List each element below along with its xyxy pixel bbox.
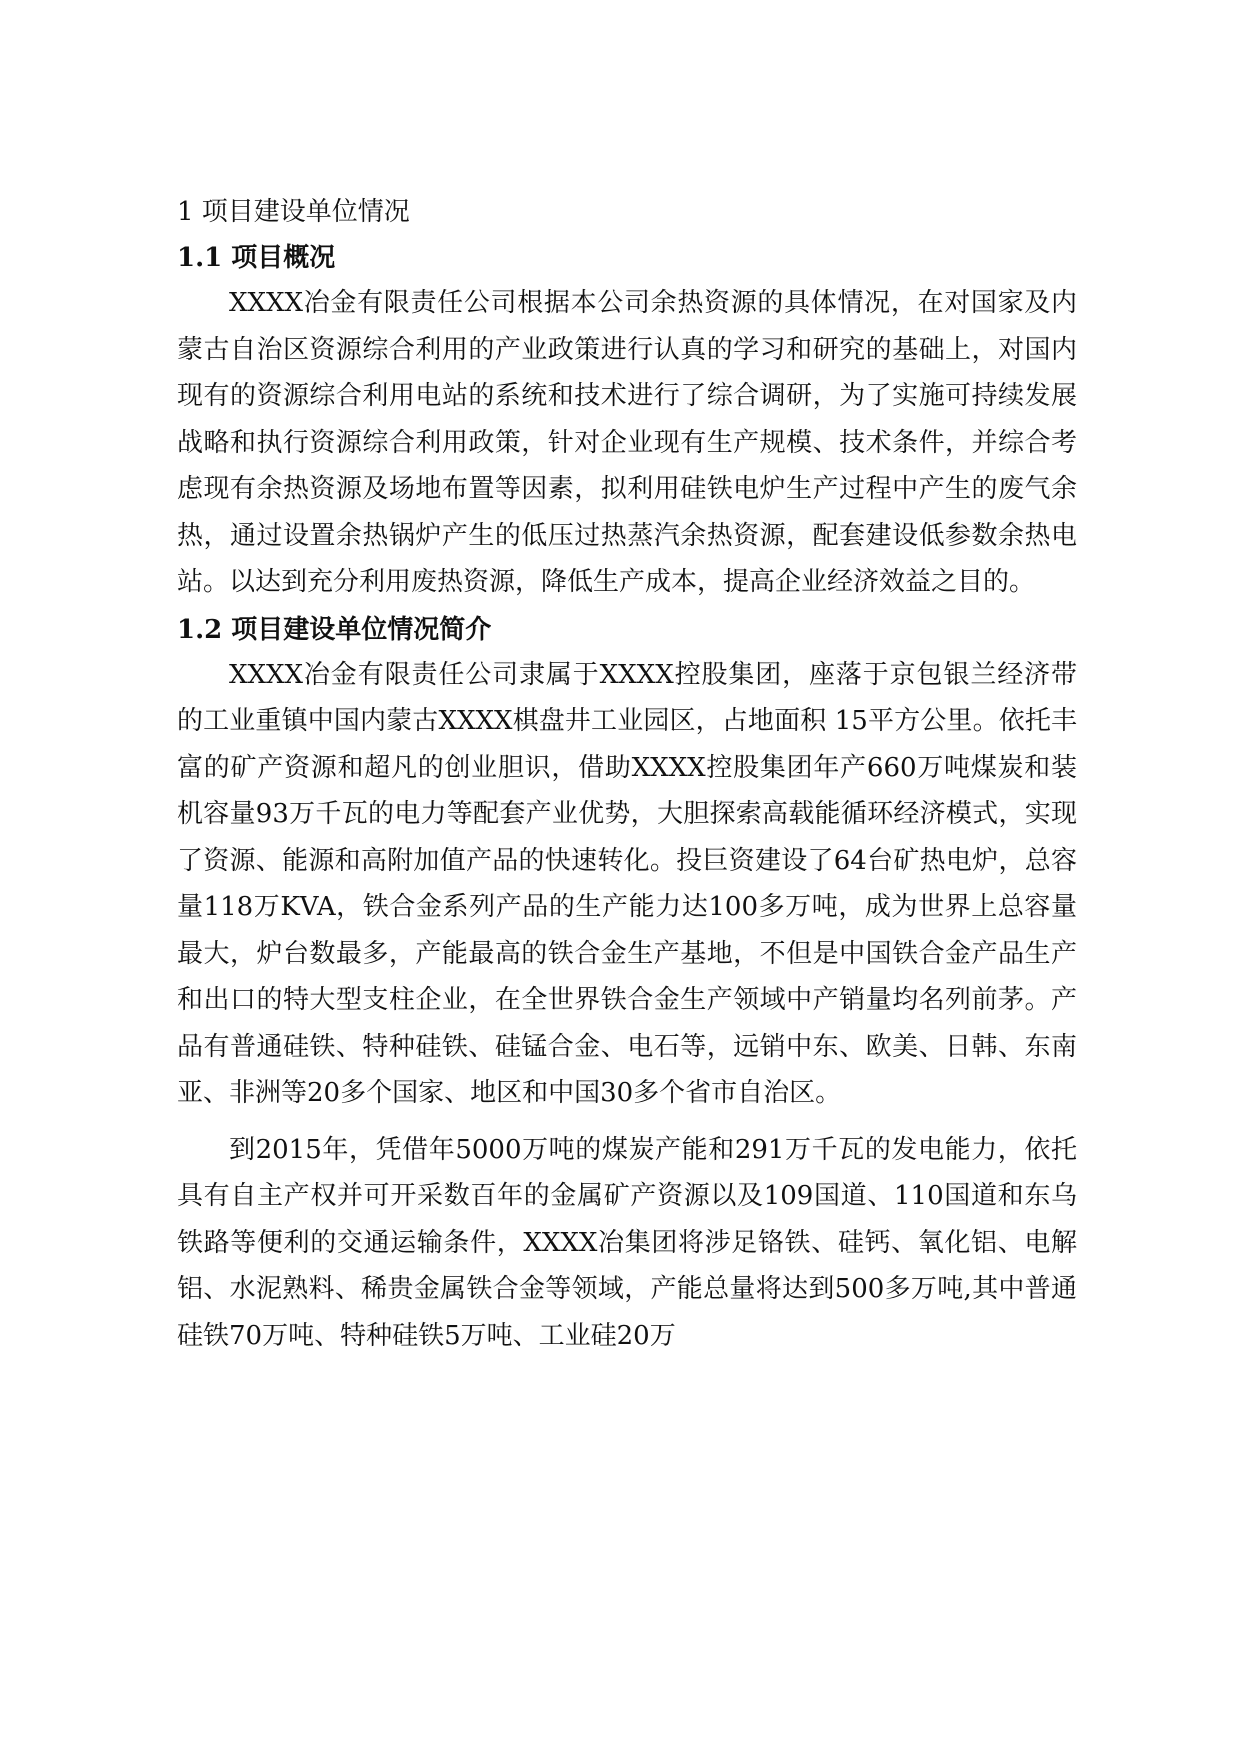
section-1-heading: 1 项目建设单位情况 (177, 197, 410, 227)
section-1-2-heading: 1.2 项目建设单位情况简介 (177, 614, 492, 645)
section-1-1-paragraph: XXXX冶金有限责任公司根据本公司余热资源的具体情况，在对国家及内蒙古自治区资源综合利用的产业政策进行认真的学习和研究的基础上，对国内现有的资源综合利用电站的系统和技术进行了综合调研，为了实施可持续发展战略和执行资源综合利用政策，针对企业现有生产规模、技术条件，并综合考虑现有余热资源及场地布置等因素，拟利用硅铁电炉生产过程中产生的废气余热，通过设置余热锅炉产生的低压过热蒸汽余热资源，配套建设低参数余热电站。以达到充分利用废热资源，降低生产成本，提高企业经济效益之目的。 (177, 288, 1077, 597)
section-1-1-heading: 1.1 项目概况 (177, 243, 336, 273)
section-1-2-paragraph-1: XXXX冶金有限责任公司隶属于XXXX控股集团，座落于京包银兰经济带的工业重镇中国内蒙古XXXX棋盘井工业园区，占地面积 15平方公里。依托丰富的矿产资源和超凡的创业胆识，借助XXXX控股集团年产660万吨煤炭和装机容量93万千瓦的电力等配套产业优势，大胆探索高载能循环经济模式，实现了资源、能源和高附加值产品的快速转化。投巨资建设了64台矿热电炉，总容量118万KVA，铁合金系列产品的生产能力达100多万吨，成为世界上总容量最大，炉台数最多，产能最高的铁合金生产基地，不但是中国铁合金产品生产和出口的特大型支柱企业，在全世界铁合金生产领域中产销量均名列前茅。产品有普通硅铁、特种硅铁、硅锰合金、电石等，远销中东、欧美、日韩、东南亚、非洲等20多个国家、地区和中国30多个省市自治区。 (177, 659, 1077, 1108)
document-page (177, 190, 1077, 1359)
section-1-2-paragraph-2: 到2015年，凭借年5000万吨的煤炭产能和291万千瓦的发电能力，依托具有自主产权并可开采数百年的金属矿产资源以及109国道、110国道和东乌铁路等便利的交通运输条件，XXXX冶集团将涉足铬铁、硅钙、氧化铝、电解铝、水泥熟料、稀贵金属铁合金等领域，产能总量将达到500多万吨,其中普通硅铁70万吨、特种硅铁5万吨、工业硅20万 (177, 1134, 1077, 1351)
